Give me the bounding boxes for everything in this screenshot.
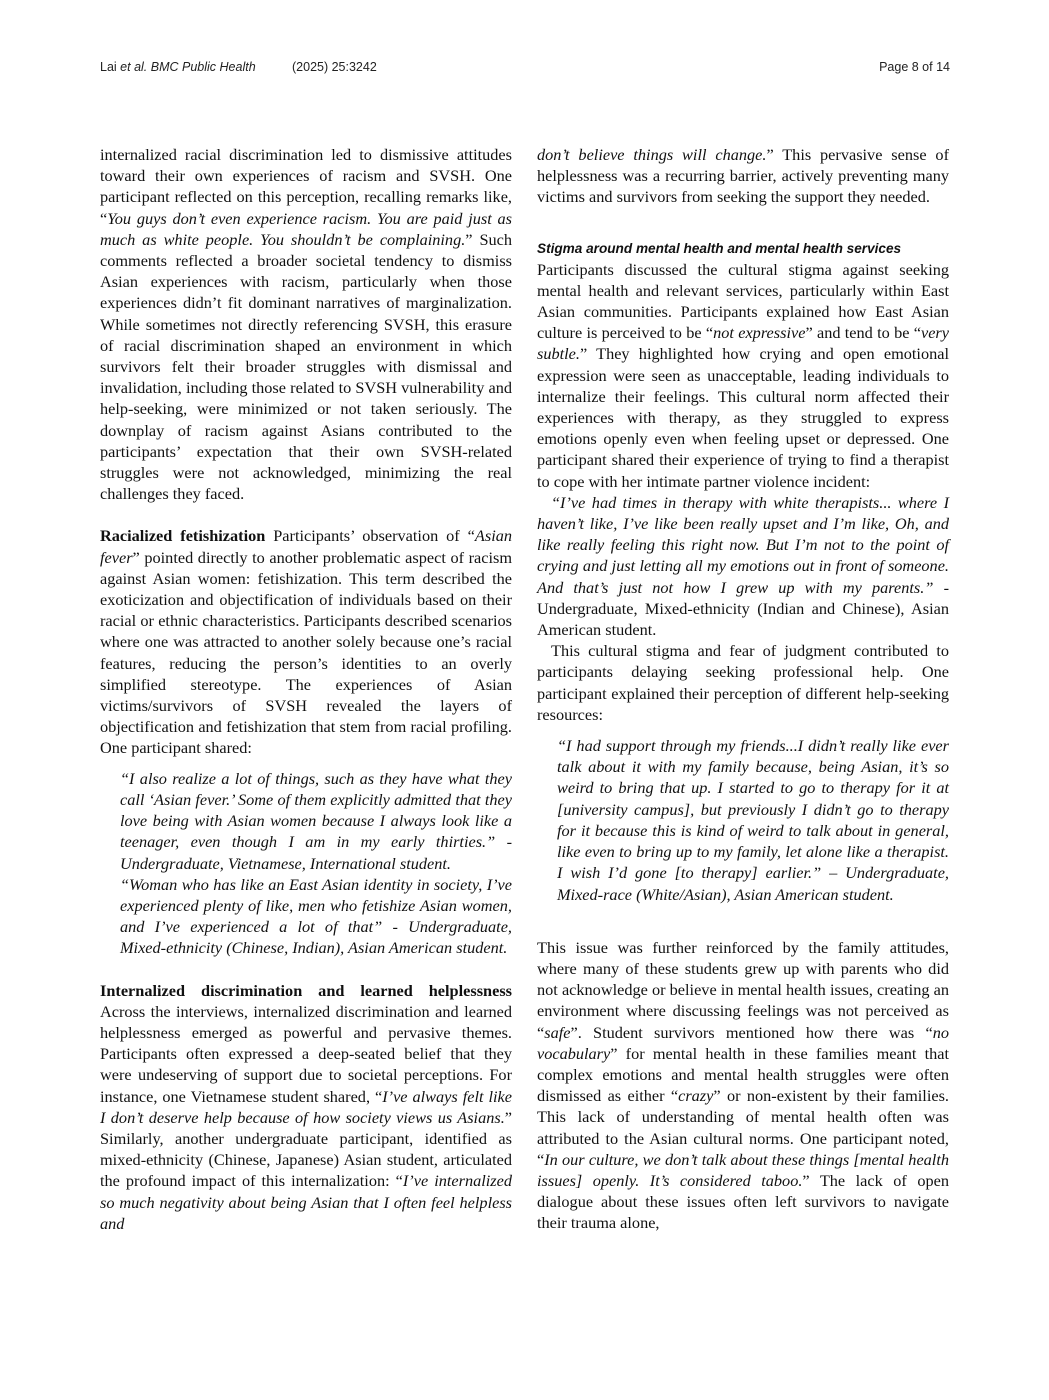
text-run: ” or non-existent by their families. This lack of understanding of mental health often was attributed to the Asian cultural norms. One participant noted, “	[537, 1086, 949, 1169]
paragraph	[100, 980, 512, 1234]
inline-quote: don’t believe things will change.	[537, 145, 767, 164]
subsection-heading: Stigma around mental health and mental health services	[537, 240, 902, 256]
text-run: ”. Student survivors mentioned how there was “	[570, 1022, 933, 1042]
header-year-volume: (2025) 25:3242	[292, 60, 377, 74]
inline-quote: You guys don’t even experience racism. You are paid just as much as white people. You shouldn’t be complaining.	[100, 208, 512, 249]
section-heading: Racialized fetishization	[100, 526, 266, 546]
text-run: Across the interviews, internalized discrimination and learned helplessness emerged as powerful and pervasive themes. Participants often expressed a deep-seated belief that they were undeserving of support due to societal perceptions. For instance, one Vietnamese student shared, “	[100, 1001, 512, 1106]
text-run: ” The lack of open dialogue about these issues often left survivors to navigate their trauma alone,	[537, 1170, 949, 1233]
inline-quote: Asian fever	[100, 526, 512, 567]
header-etal: et al.	[120, 60, 148, 74]
inline-quote: crazy	[678, 1086, 714, 1106]
left-column	[100, 144, 512, 1234]
header-authors: Lai	[100, 60, 117, 74]
inline-quote: very subtle.	[537, 323, 949, 364]
inline-quote: I’ve always felt like I don’t deserve help because of how society views us Asians.	[100, 1086, 513, 1127]
text-run: ” for mental health in these families meant that complex emotions and mental health struggles were often dismissed as either “	[537, 1043, 949, 1106]
block-quote: “I had support through my friends...I didn’t really like ever talk about it with my family because, being Asian, it’s so weird to bring that up. I started to go to therapy for it at [university campus], but previously I didn’t go to therapy for it because this is kind of weird to talk about in general, like even to bring up to my family, let alone like a therapist. I wish I’d gone [to therapy] earlier.” – Undergraduate, Mixed-race (White/Asian), Asian American student.	[557, 736, 949, 904]
quote-attribution: - Undergraduate, Mixed-ethnicity (Indian and Chinese), Asian American student.	[537, 577, 949, 640]
text-run: Participants’ observation of “	[265, 526, 475, 546]
text-run: Participants discussed the cultural stigma against seeking mental health and relevant services, particularly within East Asian communities. Participants explained how East Asian culture is perceived to be “	[537, 259, 949, 343]
inline-quote: I’ve internalized so much negativity about being Asian that I often feel helpless and	[100, 1171, 512, 1233]
paragraph	[537, 937, 949, 1234]
header-journal: BMC Public Health	[150, 60, 256, 74]
inline-quote: no vocabulary	[537, 1022, 949, 1063]
inline-quote: not expressive	[713, 323, 806, 343]
page-number: Page 8 of 14	[879, 60, 950, 74]
text-run: ” and tend to be “	[805, 323, 921, 343]
text-run: ” Similarly, another undergraduate participant, identified as mixed-ethnicity (Chinese, Japanese) Asian student, articulated the profound impact of this internalization: “	[100, 1107, 512, 1191]
paragraph	[537, 259, 949, 492]
text-run: ” pointed directly to another problematic aspect of racism against Asian women: fetishization. This term described the exoticization and objectification of individuals based on their racial or ethnic characteristics. Participants described scenarios where one was attracted to another solely because one’s racial features, reducing the person’s identities to an overly simplified stereotype. The experiences of Asian victims/survivors of SVSH revealed the layers of objectification and fetishization that stem from racial profiling. One participant shared:	[100, 547, 512, 758]
paragraph	[100, 525, 512, 758]
inline-quote: safe	[544, 1022, 571, 1042]
text-run: ” Such comments reflected a broader societal tendency to dismiss Asian experiences with racism, particularly when those experiences didn’t fit dominant narratives of marginalization. While sometimes not directly referencing SVSH, this erasure of racial discrimination shaped an environment in which survivors felt their broader struggles with dismissal and invalidation, including those related to SVSH vulnerability and help-seeking, were minimized or not taken seriously. The downplay of racism against Asians contributed to the participants’ expectation that their own SVSH-related struggles were not acknowledged, minimizing the real challenges they faced.	[100, 229, 513, 504]
text-run: internalized racial discrimination led to dismissive attitudes toward their own experiences of racism and SVSH. One participant reflected on this perception, recalling remarks like, “	[100, 145, 512, 228]
inline-quote: In our culture, we don’t talk about these things [mental health issues] openly. It’s considered taboo.	[537, 1149, 949, 1190]
inline-block-quote	[537, 492, 949, 640]
page-header	[100, 60, 950, 78]
paragraph: This cultural stigma and fear of judgment contributed to participants delaying seeking professional help. One participant explained their perception of different help-seeking resources:	[537, 641, 949, 724]
text-run: ” They highlighted how crying and open emotional expression were seen as unacceptable, leading individuals to internalize their feelings. This cultural norm affected their experiences with therapy, as they struggled to express emotions openly even when feeling upset or depressed. One participant shared their experience of trying to find a therapist to cope with her intimate partner violence incident:	[537, 344, 949, 491]
text-run: ” This pervasive sense of helplessness was a recurring barrier, actively preventing many victims and survivors from seeking the support they needed.	[537, 145, 949, 207]
right-column	[537, 144, 949, 1234]
section-heading: Internalized discrimination and learned helplessness	[100, 980, 512, 1000]
block-quote: “Woman who has like an East Asian identity in society, I’ve experienced plenty of like, men who fetishize Asian women, and I’ve experienced a lot of that” - Undergraduate, Mixed-ethnicity (Chinese, Indian), Asian American student.	[120, 874, 512, 958]
running-citation	[100, 60, 256, 74]
paragraph	[537, 144, 949, 208]
paragraph	[100, 144, 512, 504]
inline-quote: “I’ve had times in therapy with white therapists... where I haven’t like, I’ve like been really upset and I’m like, Oh, and like really feeling this right now. But I’m not to the point of crying and just letting all my emotions out in front of someone. And that’s just not how I grew up with my parents.”	[537, 492, 949, 597]
block-quote: “I also realize a lot of things, such as they have what they call ‘Asian fever.’ Some of them explicitly admitted that they love being with Asian women because I always look like a teenager, even though I am in my early thirties.” - Undergraduate, Vietnamese, International student.	[120, 768, 512, 873]
text-run: This issue was further reinforced by the family attitudes, where many of these students grew up with parents who did not acknowledge or believe in mental health issues, creating an environment where discussing feelings was not perceived as “	[537, 937, 949, 1042]
